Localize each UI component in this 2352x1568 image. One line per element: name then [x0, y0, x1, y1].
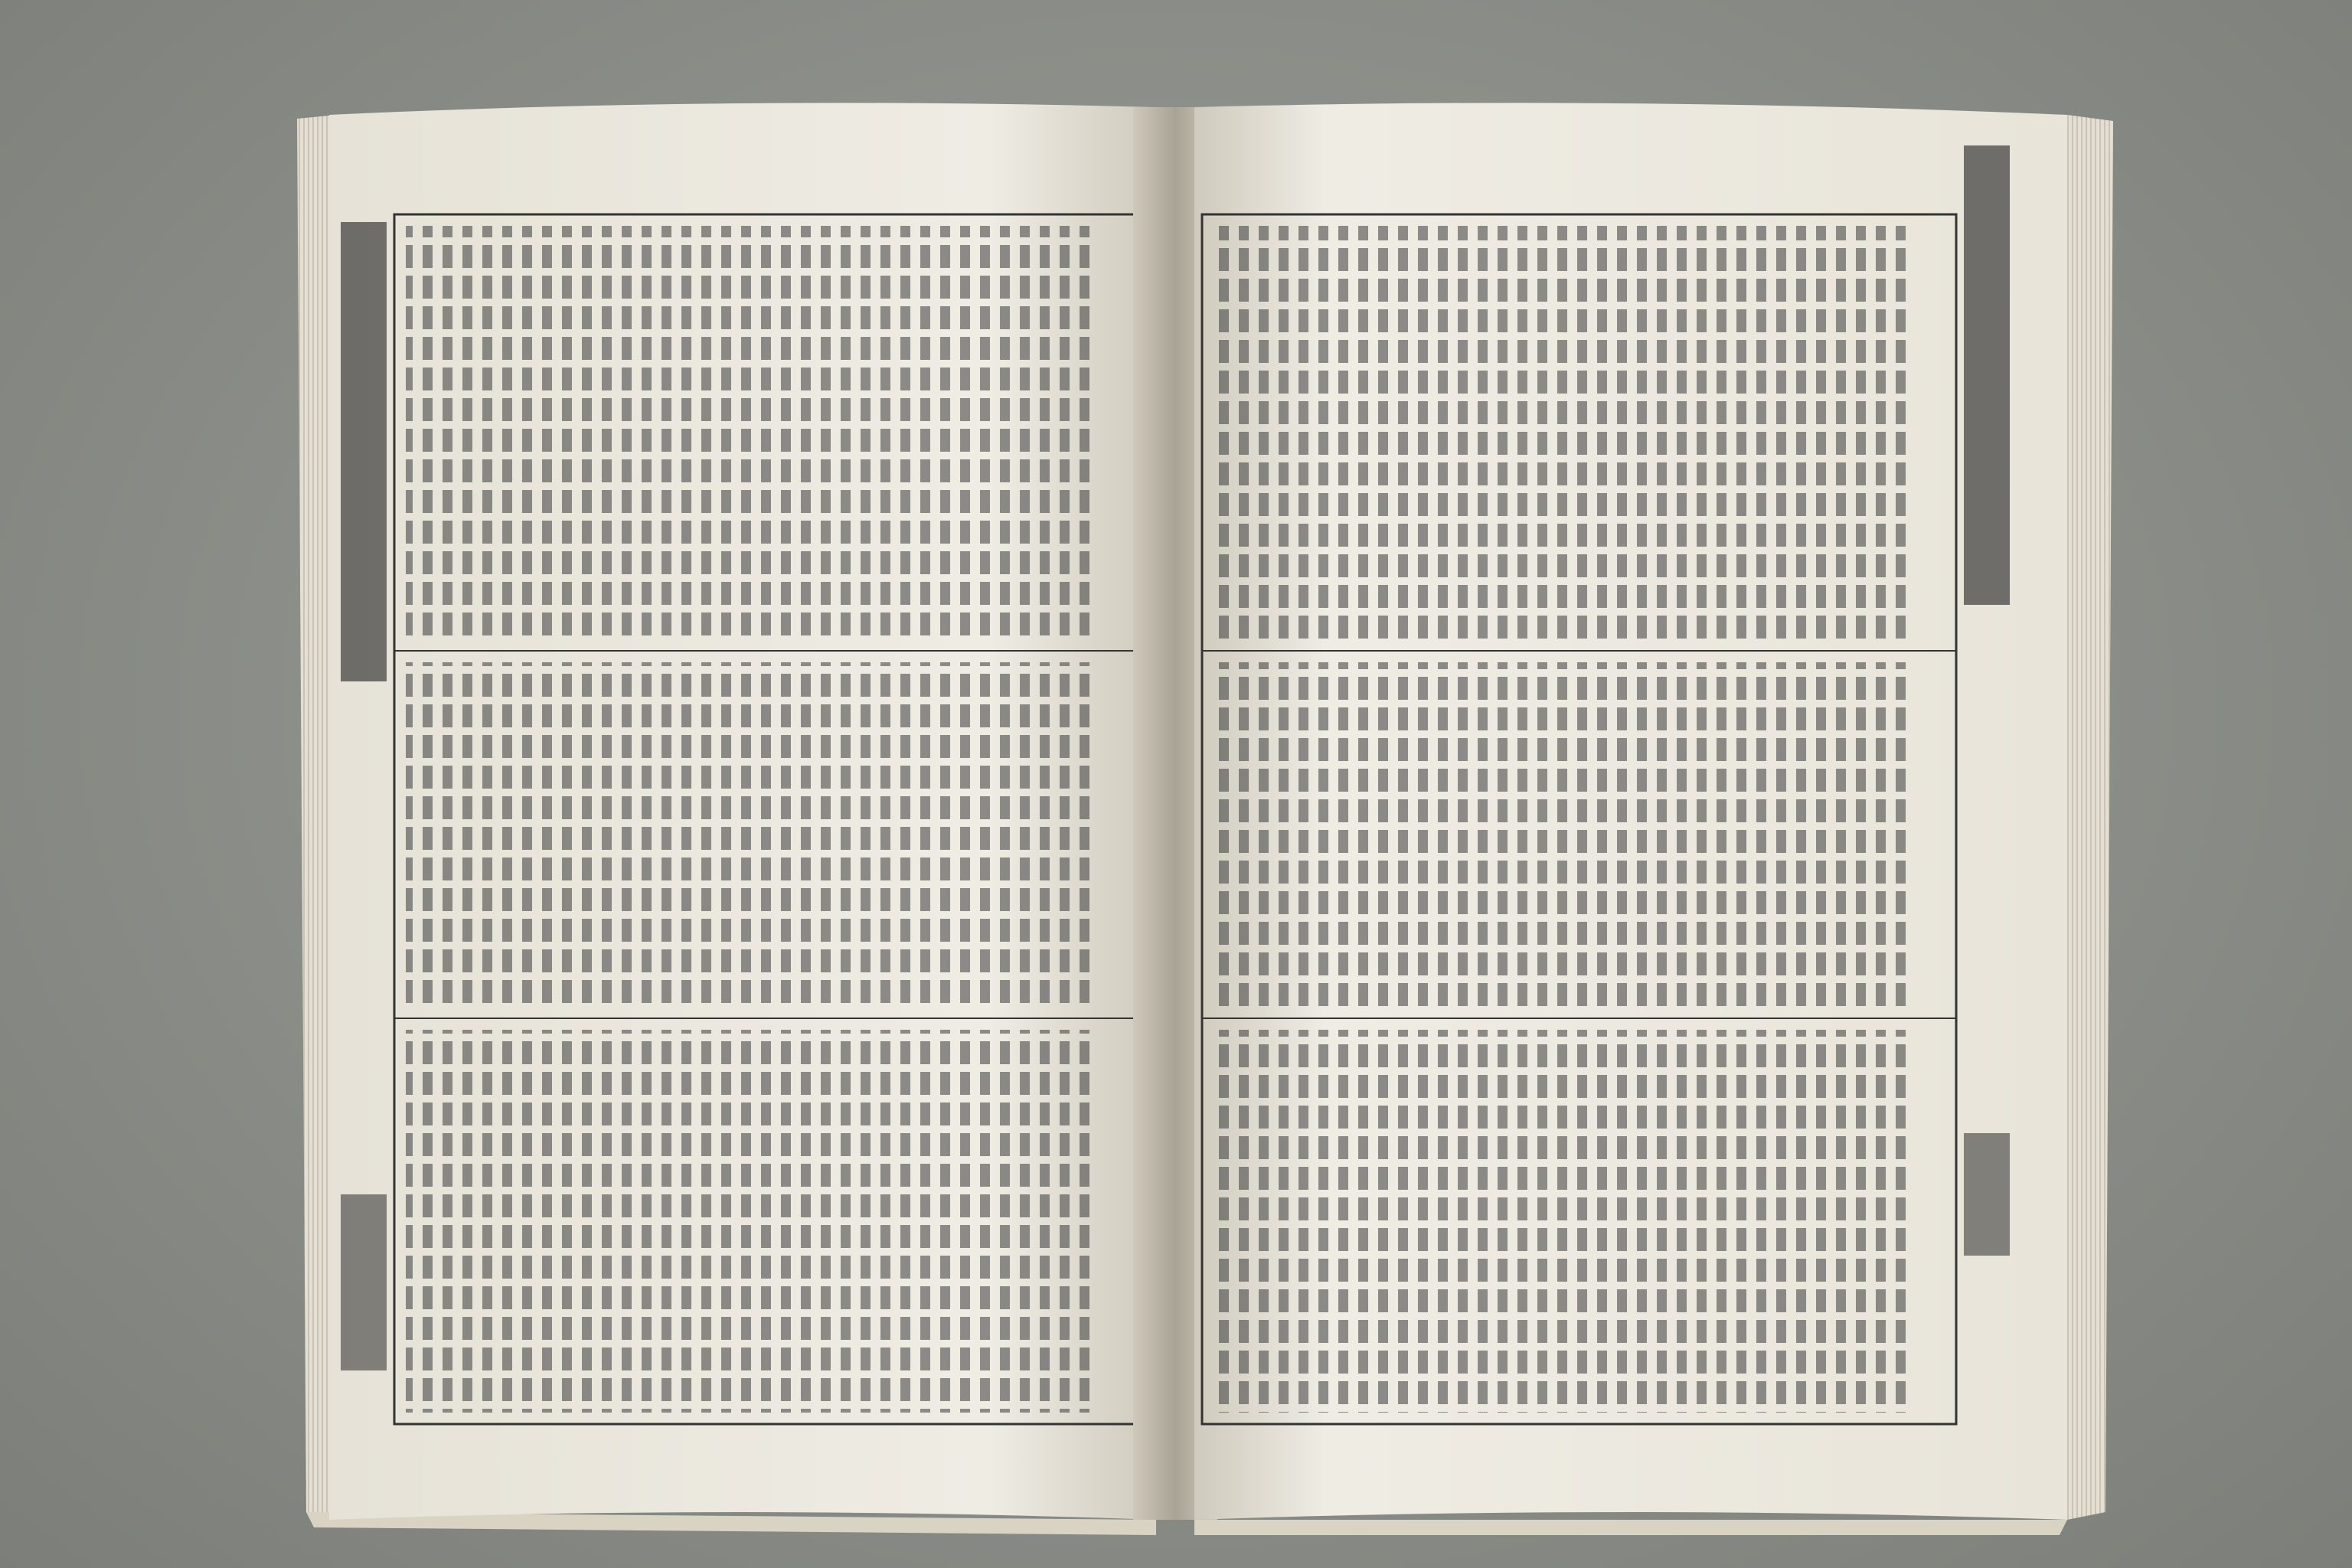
left-page — [329, 103, 1156, 1520]
right-page — [1194, 103, 2067, 1520]
